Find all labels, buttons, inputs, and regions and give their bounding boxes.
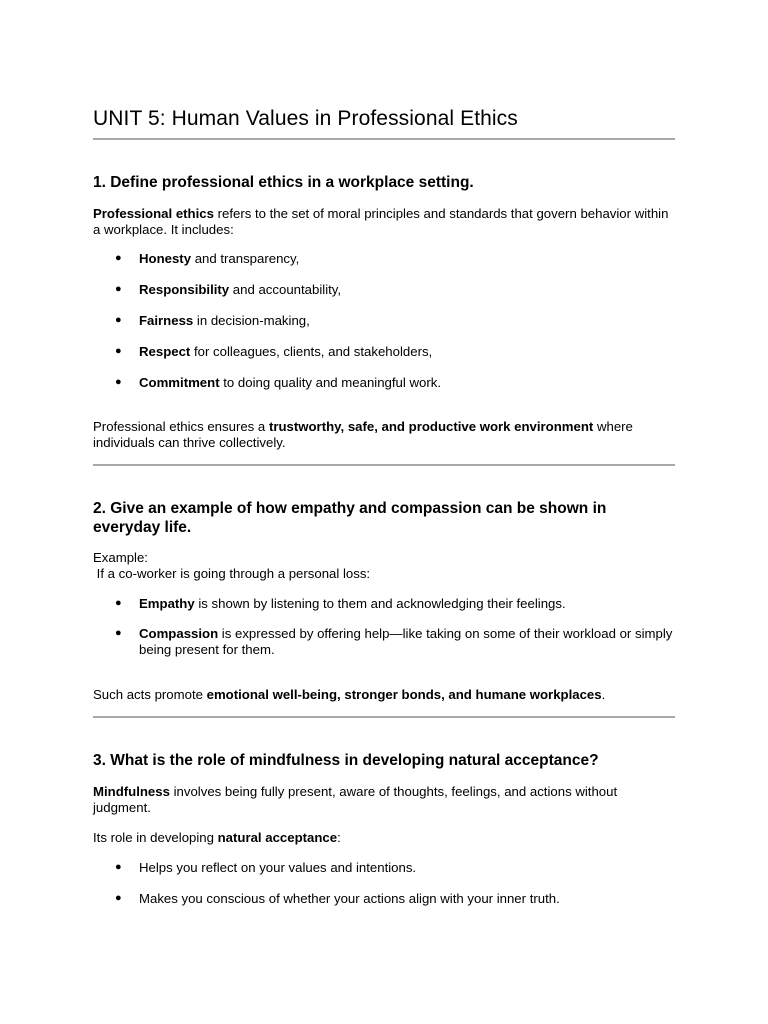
list-item-rest: and accountability, (229, 282, 342, 297)
bullet-icon: ● (115, 627, 122, 639)
divider (93, 464, 675, 466)
section-1-intro-text: refers to the set of moral principles and standards that govern behavior within a workplace. It includes: (93, 206, 669, 237)
list-item-text (139, 282, 675, 298)
list-item-bold: Respect (139, 344, 191, 359)
list-item-bold: Fairness (139, 313, 194, 328)
list-item-rest: to doing quality and meaningful work. (219, 375, 441, 390)
page-title: UNIT 5: Human Values in Professional Ethics (93, 107, 518, 130)
section-3-role (93, 830, 675, 846)
section-1-heading: 1. Define professional ethics in a workplace setting. (93, 174, 474, 191)
section-1-intro (93, 206, 675, 237)
example-label: Example: (93, 550, 148, 565)
closing-text: Such acts promote (93, 687, 207, 702)
list-item-text (139, 251, 675, 267)
role-text: Its role in developing (93, 830, 218, 845)
list-item-rest: for colleagues, clients, and stakeholders, (190, 344, 433, 359)
closing-bold: trustworthy, safe, and productive work environment (268, 419, 594, 434)
section-3-heading: 3. What is the role of mindfulness in developing natural acceptance? (93, 752, 599, 769)
list-item-bold: Empathy (139, 596, 195, 611)
section-3-intro (93, 784, 675, 815)
section-3-intro-text: involves being fully present, aware of thoughts, feelings, and actions without judgment. (93, 784, 618, 815)
divider (93, 716, 675, 718)
list-item-text (139, 344, 675, 360)
bullet-icon: ● (115, 314, 122, 326)
bullet-icon: ● (115, 345, 122, 357)
bullet-icon: ● (115, 283, 122, 295)
list-item-bold: Honesty (139, 251, 192, 266)
section-2-example (93, 550, 675, 581)
closing-bold: emotional well-being, stronger bonds, and humane workplaces (206, 687, 602, 702)
bullet-icon: ● (115, 252, 122, 264)
list-item-text (139, 596, 675, 612)
section-2-heading: 2. Give an example of how empathy and compassion can be shown in everyday life. (93, 500, 607, 536)
bullet-icon: ● (115, 892, 122, 904)
bullet-icon: ● (115, 597, 122, 609)
closing-text-end: where individuals can thrive collectively. (93, 419, 633, 450)
list-item-rest: is shown by listening to them and acknowledging their feelings. (194, 596, 566, 611)
role-text-end: : (337, 830, 341, 845)
term-professional-ethics: Professional ethics (93, 206, 214, 221)
list-item-text (139, 375, 675, 391)
closing-text: Professional ethics ensures a (93, 419, 269, 434)
divider (93, 138, 675, 140)
list-item-bold: Responsibility (139, 282, 230, 297)
term-mindfulness: Mindfulness (93, 784, 170, 799)
section-2-closing (93, 687, 675, 703)
list-item-rest: in decision-making, (193, 313, 310, 328)
list-item-text (139, 313, 675, 329)
list-item-bold: Commitment (139, 375, 220, 390)
list-item-text (139, 626, 675, 657)
list-item-text: Makes you conscious of whether your actions align with your inner truth. (139, 891, 560, 906)
list-item-text: Helps you reflect on your values and intentions. (139, 860, 417, 875)
example-text: If a co-worker is going through a personal loss: (93, 565, 371, 581)
bullet-icon: ● (115, 861, 122, 873)
closing-text-end: . (601, 687, 606, 702)
section-1-closing (93, 419, 675, 450)
role-bold: natural acceptance (217, 830, 338, 845)
list-item-rest: is expressed by offering help—like taking on some of their workload or simply being present for them. (139, 626, 673, 657)
list-item-rest: and transparency, (191, 251, 300, 266)
list-item-bold: Compassion (139, 626, 219, 641)
bullet-icon: ● (115, 376, 122, 388)
